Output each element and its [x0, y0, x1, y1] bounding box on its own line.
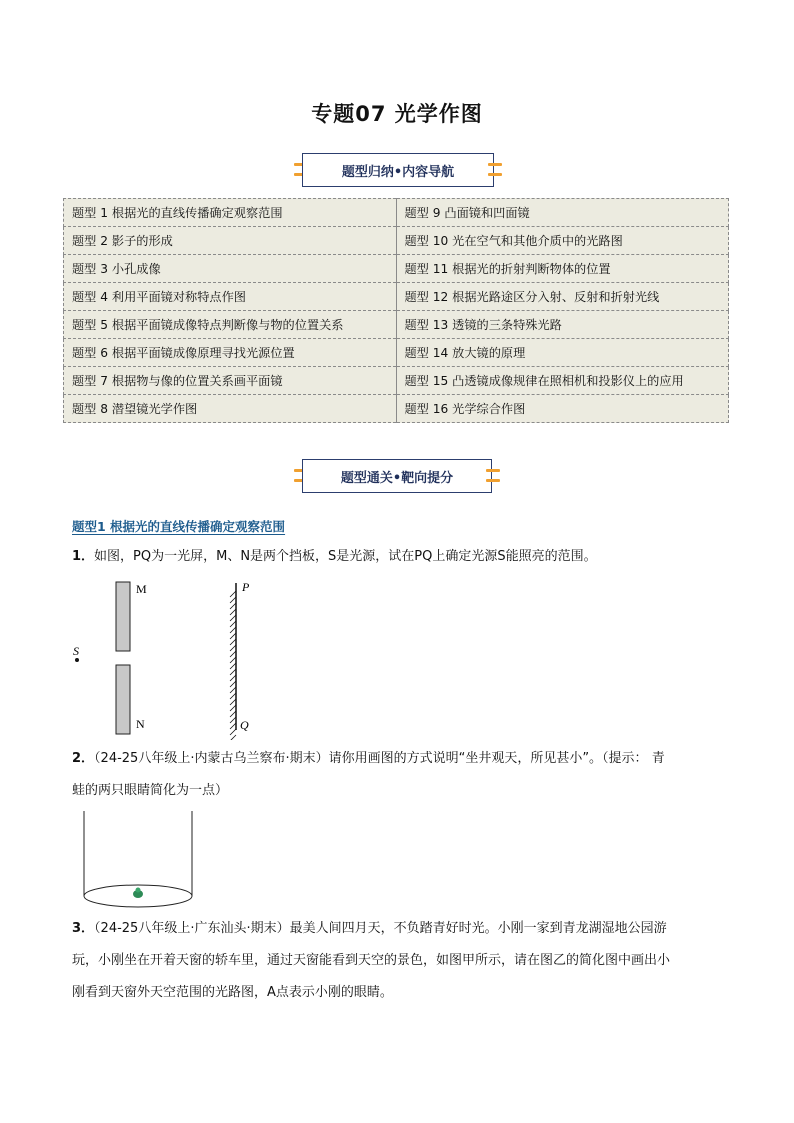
nav-link-right[interactable]: 题型 15 凸透镜成像规律在照相机和投影仪上的应用	[396, 367, 729, 395]
nav-row	[64, 283, 729, 311]
question-1	[72, 541, 597, 573]
label-m: M	[136, 582, 147, 596]
nav-link-left[interactable]: 题型 7 根据物与像的位置关系画平面镜	[64, 367, 397, 395]
question-3	[72, 913, 732, 1009]
hatch-mark	[230, 621, 236, 627]
question-number: 2．	[72, 751, 95, 766]
content-navigation-table	[63, 198, 729, 423]
frog-icon	[133, 888, 143, 899]
hatch-mark	[230, 711, 236, 717]
hatch-mark	[230, 735, 236, 740]
hatch-mark	[230, 699, 236, 705]
nav-link-left[interactable]: 题型 3 小孔成像	[64, 255, 397, 283]
nav-link-right[interactable]: 题型 12 根据光路途区分入射、反射和折射光线	[396, 283, 729, 311]
hatch-mark	[230, 627, 236, 633]
hatch-mark	[230, 591, 236, 597]
hatch-mark	[230, 663, 236, 669]
question-text-line2: 玩，小刚坐在开着天窗的轿车里，通过天窗能看到天空的景色，如图甲所示，请在图乙的简化图中画出小	[72, 953, 671, 968]
figure-q2-well	[78, 808, 198, 912]
hatch-mark	[230, 723, 236, 729]
hatch-mark	[230, 657, 236, 663]
hatch-mark	[230, 645, 236, 651]
label-n: N	[136, 717, 145, 731]
hatch-mark	[230, 675, 236, 681]
nav-link-right[interactable]: 题型 11 根据光的折射判断物体的位置	[396, 255, 729, 283]
nav-link-left[interactable]: 题型 2 影子的形成	[64, 227, 397, 255]
hatch-mark	[230, 687, 236, 693]
section-heading[interactable]: 题型1 根据光的直线传播确定观察范围	[72, 519, 286, 534]
nav-row	[64, 367, 729, 395]
nav-row	[64, 311, 729, 339]
hatch-mark	[230, 603, 236, 609]
hatch-mark	[230, 693, 236, 699]
hatch-mark	[230, 669, 236, 675]
hatch-mark	[230, 633, 236, 639]
question-number: 1．	[72, 549, 95, 564]
label-q: Q	[240, 718, 249, 732]
nav-row	[64, 339, 729, 367]
section-banner-nav	[302, 153, 494, 187]
nav-row	[64, 227, 729, 255]
banner-label: 题型通关•靶向提分	[340, 470, 454, 486]
nav-link-left[interactable]: 题型 8 潜望镜光学作图	[64, 395, 397, 423]
section-banner-practice	[302, 459, 492, 493]
nav-link-right[interactable]: 题型 16 光学综合作图	[396, 395, 729, 423]
hatch-mark	[230, 705, 236, 711]
banner-deco-right-1	[488, 153, 502, 187]
hatch-mark	[230, 651, 236, 657]
question-text-line1: （24-25八年级上·广东汕头·期末）最美人间四月天，不负踏青好时光。小刚一家到青龙湖湿地公园游	[94, 921, 667, 936]
screen-hatching	[230, 591, 236, 740]
nav-link-right[interactable]: 题型 14 放大镜的原理	[396, 339, 729, 367]
nav-link-left[interactable]: 题型 6 根据平面镜成像原理寻找光源位置	[64, 339, 397, 367]
question-text-line1: （24-25八年级上·内蒙古乌兰察布·期末）请你用画图的方式说明“坐井观天，所见甚小”。（提示： 青	[94, 751, 665, 766]
nav-link-left[interactable]: 题型 1 根据光的直线传播确定观察范围	[64, 199, 397, 227]
barrier-m	[116, 582, 130, 651]
nav-link-left[interactable]: 题型 4 利用平面镜对称特点作图	[64, 283, 397, 311]
label-s: S	[73, 644, 79, 658]
nav-link-left[interactable]: 题型 5 根据平面镜成像特点判断像与物的位置关系	[64, 311, 397, 339]
hatch-mark	[230, 717, 236, 723]
label-p: P	[242, 580, 250, 594]
question-text: 如图，PQ为一光屏，M、N是两个挡板，S是光源，试在PQ上确定光源S能照亮的范围。	[94, 549, 597, 564]
hatch-mark	[230, 597, 236, 603]
question-text-line2: 蛙的两只眼睛简化为一点）	[72, 783, 229, 798]
question-number: 3．	[72, 921, 95, 936]
hatch-mark	[230, 615, 236, 621]
question-text-line3: 刚看到天窗外天空范围的光路图，A点表示小刚的眼睛。	[72, 985, 393, 1000]
nav-link-right[interactable]: 题型 10 光在空气和其他介质中的光路图	[396, 227, 729, 255]
nav-link-right[interactable]: 题型 9 凸面镜和凹面镜	[396, 199, 729, 227]
light-source-dot	[75, 658, 79, 662]
hatch-mark	[230, 609, 236, 615]
hatch-mark	[230, 639, 236, 645]
nav-row	[64, 255, 729, 283]
nav-row	[64, 395, 729, 423]
barrier-n	[116, 665, 130, 734]
page-title: 专题07 光学作图	[311, 102, 483, 126]
nav-row	[64, 199, 729, 227]
banner-label: 题型归纳•内容导航	[341, 164, 455, 180]
nav-link-right[interactable]: 题型 13 透镜的三条特殊光路	[396, 311, 729, 339]
figure-q1	[60, 575, 280, 740]
hatch-mark	[230, 729, 236, 735]
hatch-mark	[230, 681, 236, 687]
banner-deco-right-2	[486, 459, 500, 493]
question-2	[72, 743, 732, 807]
